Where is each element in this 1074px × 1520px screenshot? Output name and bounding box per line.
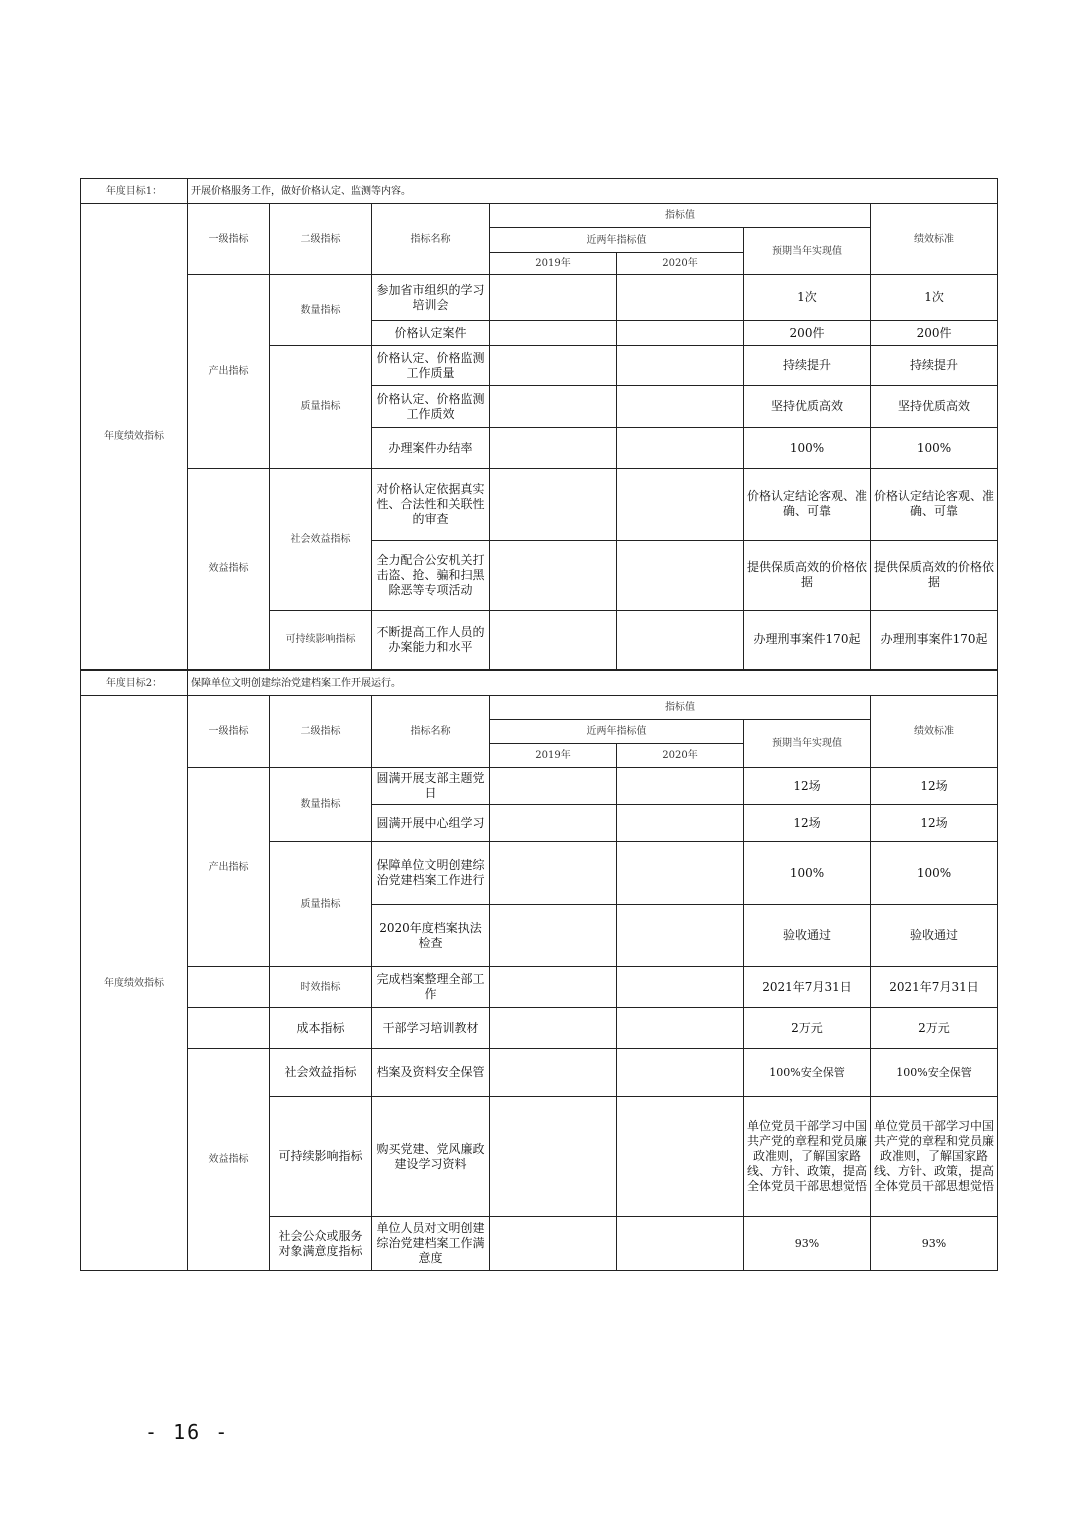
indicator-name: 办理案件办结率 [372,428,490,468]
standard-value: 100%安全保管 [871,1049,998,1097]
expected-value: 2021年7月31日 [744,967,871,1008]
header-name: 指标名称 [372,696,490,768]
value-2019 [490,386,617,428]
expected-value: 单位党员干部学习中国共产党的章程和党员廉政准则，了解国家路线、方针、政策，提高全体党员干部思想觉悟 [744,1097,871,1217]
quantity-label: 数量指标 [270,768,372,842]
indicator-name: 不断提高工作人员的办案能力和水平 [372,610,490,669]
indicator-name: 全力配合公安机关打击盗、抢、骗和扫黑除恶等专项活动 [372,540,490,610]
expected-value: 坚持优质高效 [744,386,871,428]
cost-label: 成本指标 [270,1008,372,1049]
standard-value: 坚持优质高效 [871,386,998,428]
value-2020 [617,1049,744,1097]
performance-table-goal-1 [80,178,998,670]
value-2019 [490,905,617,967]
expected-value: 12场 [744,768,871,805]
value-2019 [490,540,617,610]
goal-text: 保障单位文明创建综治党建档案工作开展运行。 [188,671,998,696]
value-2019 [490,468,617,540]
satisfaction-label: 社会公众或服务对象满意度指标 [270,1217,372,1271]
expected-value: 价格认定结论客观、准确、可靠 [744,468,871,540]
value-2019 [490,967,617,1008]
header-year-2020: 2020年 [617,253,744,275]
header-expected: 预期当年实现值 [744,720,871,768]
value-2019 [490,805,617,842]
indicator-name: 档案及资料安全保管 [372,1049,490,1097]
value-2019 [490,1008,617,1049]
standard-value: 200件 [871,321,998,346]
header-standard: 绩效标准 [871,204,998,275]
header-level2: 二级指标 [270,204,372,275]
value-2019 [490,428,617,468]
indicator-name: 圆满开展中心组学习 [372,805,490,842]
benefit-label: 效益指标 [188,468,270,669]
expected-value: 100%安全保管 [744,1049,871,1097]
quality-label: 质量指标 [270,346,372,468]
value-2019 [490,275,617,321]
indicator-name: 价格认定、价格监测工作质量 [372,346,490,386]
standard-value: 12场 [871,805,998,842]
value-2020 [617,610,744,669]
goal-label: 年度目标1： [81,179,188,204]
value-2020 [617,540,744,610]
value-2019 [490,1217,617,1271]
expected-value: 验收通过 [744,905,871,967]
indicator-name: 单位人员对文明创建综治党建档案工作满意度 [372,1217,490,1271]
timeliness-label: 时效指标 [270,967,372,1008]
standard-value: 办理刑事案件170起 [871,610,998,669]
section-label: 年度绩效指标 [81,696,188,1271]
expected-value: 12场 [744,805,871,842]
value-2019 [490,1097,617,1217]
indicator-name: 参加省市组织的学习培训会 [372,275,490,321]
value-2020 [617,321,744,346]
value-2020 [617,275,744,321]
quantity-label: 数量指标 [270,275,372,346]
value-2020 [617,1008,744,1049]
expected-value: 100% [744,428,871,468]
indicator-name: 对价格认定依据真实性、合法性和关联性的审查 [372,468,490,540]
header-level2: 二级指标 [270,696,372,768]
standard-value: 100% [871,428,998,468]
standard-value: 单位党员干部学习中国共产党的章程和党员廉政准则，了解国家路线、方针、政策，提高全体党员干部思想觉悟 [871,1097,998,1217]
value-2020 [617,468,744,540]
goal-label: 年度目标2： [81,671,188,696]
blank-level1 [188,1008,270,1049]
indicator-name: 干部学习培训教材 [372,1008,490,1049]
value-2019 [490,346,617,386]
indicator-name: 保障单位文明创建综治党建档案工作进行 [372,842,490,905]
indicator-name: 价格认定案件 [372,321,490,346]
standard-value: 价格认定结论客观、准确、可靠 [871,468,998,540]
section-label: 年度绩效指标 [81,204,188,670]
header-standard: 绩效标准 [871,696,998,768]
page-number: - 16 - [145,1420,230,1444]
expected-value: 1次 [744,275,871,321]
expected-value: 100% [744,842,871,905]
standard-value: 12场 [871,768,998,805]
value-2020 [617,842,744,905]
standard-value: 1次 [871,275,998,321]
output-label: 产出指标 [188,275,270,468]
standard-value: 提供保质高效的价格依据 [871,540,998,610]
value-2020 [617,768,744,805]
sustainable-impact-label: 可持续影响指标 [270,1097,372,1217]
header-level1: 一级指标 [188,204,270,275]
performance-table-goal-2 [80,670,998,1271]
header-recent-two-years: 近两年指标值 [490,720,744,744]
header-year-2019: 2019年 [490,253,617,275]
header-expected: 预期当年实现值 [744,228,871,275]
header-indicator-value: 指标值 [490,696,871,720]
standard-value: 验收通过 [871,905,998,967]
standard-value: 2021年7月31日 [871,967,998,1008]
value-2020 [617,1097,744,1217]
expected-value: 提供保质高效的价格依据 [744,540,871,610]
value-2020 [617,346,744,386]
value-2020 [617,905,744,967]
goal-text: 开展价格服务工作，做好价格认定、监测等内容。 [188,179,998,204]
value-2019 [490,768,617,805]
value-2020 [617,428,744,468]
standard-value: 93% [871,1217,998,1271]
expected-value: 持续提升 [744,346,871,386]
value-2019 [490,842,617,905]
header-recent-two-years: 近两年指标值 [490,228,744,253]
value-2020 [617,386,744,428]
social-benefit-label: 社会效益指标 [270,1049,372,1097]
header-year-2019: 2019年 [490,744,617,768]
value-2019 [490,321,617,346]
expected-value: 93% [744,1217,871,1271]
standard-value: 2万元 [871,1008,998,1049]
output-label: 产出指标 [188,768,270,967]
header-year-2020: 2020年 [617,744,744,768]
value-2019 [490,1049,617,1097]
social-benefit-label: 社会效益指标 [270,468,372,610]
indicator-name: 完成档案整理全部工作 [372,967,490,1008]
sustainable-impact-label: 可持续影响指标 [270,610,372,669]
value-2020 [617,805,744,842]
value-2020 [617,1217,744,1271]
standard-value: 100% [871,842,998,905]
header-indicator-value: 指标值 [490,204,871,228]
header-name: 指标名称 [372,204,490,275]
value-2019 [490,610,617,669]
indicator-name: 2020年度档案执法检查 [372,905,490,967]
standard-value: 持续提升 [871,346,998,386]
indicator-name: 价格认定、价格监测工作质效 [372,386,490,428]
header-level1: 一级指标 [188,696,270,768]
expected-value: 2万元 [744,1008,871,1049]
expected-value: 200件 [744,321,871,346]
blank-level1 [188,967,270,1008]
expected-value: 办理刑事案件170起 [744,610,871,669]
benefit-label: 效益指标 [188,1049,270,1271]
quality-label: 质量指标 [270,842,372,967]
indicator-name: 圆满开展支部主题党日 [372,768,490,805]
value-2020 [617,967,744,1008]
indicator-name: 购买党建、党风廉政建设学习资料 [372,1097,490,1217]
